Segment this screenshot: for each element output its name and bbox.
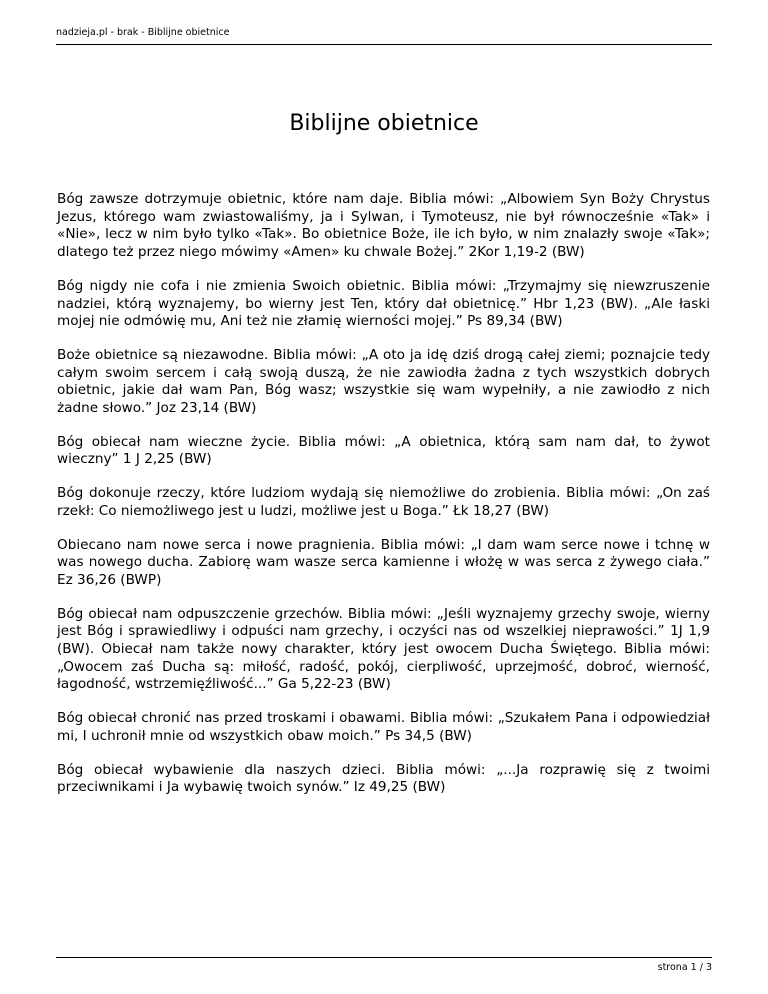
page-title: Biblijne obietnice [289,111,479,136]
paragraph-reliable-promises: Boże obietnice są niezawodne. Biblia mówi: „A oto ja idę dziś drogą całej ziemi; poznajcie tedy całym swoim sercem i całą swoją duszą, że nie zawiodła żadna z tych wszystkich dobrych obietnic, jakie dał wam Pan, Bóg wasz; wszystkie się wam wypełniły, a nie zawiodło z nich żadne słowo.” Joz 23,14 (BW) [57,346,710,417]
paragraph-impossible-things: Bóg dokonuje rzeczy, które ludziom wydają się niemożliwe do zrobienia. Biblia mówi: „On zaś rzekł: Co niemożliwego jest u ludzi, możliwe jest u Boga.” Łk 18,27 (BW) [57,485,710,519]
page-footer [56,957,712,973]
paragraph-unchanging-promises: Bóg nigdy nie cofa i nie zmienia Swoich obietnic. Biblia mówi: „Trzymajmy się niewzruszenie nadziei, którą wyznajemy, bo wierny jest Ten, który dał obietnicę.” Hbr 1,23 (BW). „Ale łaski mojej nie odmówię mu, Ani też nie złamię wierności mojej.” Ps 89,34 (BW) [57,277,710,330]
header-text: nadzieja.pl - brak - Biblijne obietnice [56,27,230,38]
document-body [57,191,710,813]
paragraph-new-heart: Obiecano nam nowe serca i nowe pragnienia. Biblia mówi: „I dam wam serce nowe i tchnę w was nowego ducha. Zabiorę wam wasze serca kamienne i włożę w was serca z żywego ciała.” Ez 36,26 (BWP) [57,536,710,588]
paragraph-forgiveness: Bóg obiecał nam odpuszczenie grzechów. Biblia mówi: „Jeśli wyznajemy grzechy swoje, wierny jest Bóg i sprawiedliwy i odpuści nam grzechy, i oczyści nas od wszelkiej nieprawości.” 1J 1,9 (BW). Obiecał nam także nowy charakter, który jest owocem Ducha Świętego. Biblia mówi: „Owocem zaś Ducha są: miłość, radość, pokój, cierpliwość, uprzejmość, dobroć, wierność, łagodność, wstrzemięźliwość...” Ga 5,22-23 (BW) [57,605,710,693]
paragraph-children-salvation: Bóg obiecał wybawienie dla naszych dzieci. Biblia mówi: „...Ja rozprawię się z twoimi przeciwnikami i Ja wybawię twoich synów.” Iz 49,25 (BW) [57,761,710,796]
paragraph-eternal-faithfulness: Bóg zawsze dotrzymuje obietnic, które nam daje. Biblia mówi: „Albowiem Syn Boży Chrystus Jezus, którego wam zwiastowaliśmy, ja i Sylwan, i Tymoteusz, nie był równocześnie «Tak» i «Nie», lecz w nim było tylko «Tak». Bo obietnice Boże, ile ich było, w nim znalazły swoje «Tak»; dlatego też przez niego mówimy «Amen» ku chwale Bożej.” 2Kor 1,19-2 (BW) [57,191,710,261]
paragraph-protection: Bóg obiecał chronić nas przed troskami i obawami. Biblia mówi: „Szukałem Pana i odpowiedział mi, I uchronił mnie od wszystkich obaw moich.” Ps 34,5 (BW) [57,710,710,744]
paragraph-eternal-life: Bóg obiecał nam wieczne życie. Biblia mówi: „A obietnica, którą sam nam dał, to żywot wieczny” 1 J 2,25 (BW) [57,433,710,468]
page-header [56,27,712,45]
page-number: strona 1 / 3 [657,962,712,973]
